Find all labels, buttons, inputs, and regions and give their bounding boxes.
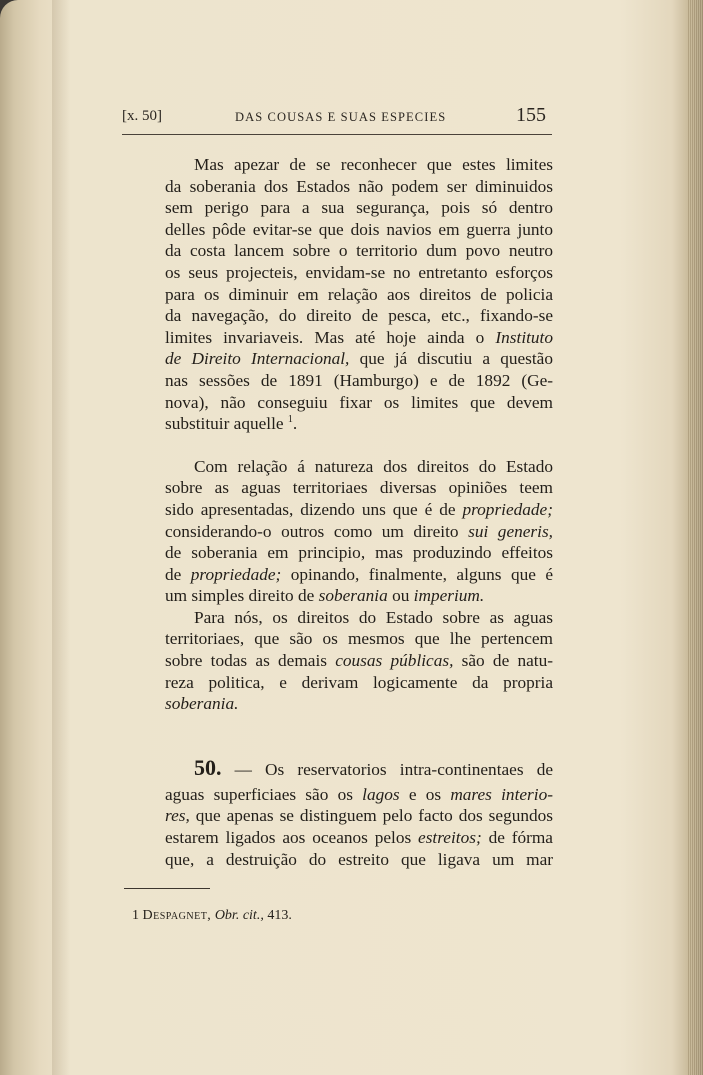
italic-term: propriedade; xyxy=(462,499,553,519)
text-run: — Os reservatorios intra-continentaes de xyxy=(234,759,554,779)
footnote-page: 413. xyxy=(267,908,292,923)
text-line: sem perigo para a sua segurança, pois só dentro xyxy=(165,198,553,218)
text-line xyxy=(165,499,553,521)
italic-term: Instituto xyxy=(495,327,553,347)
text-run: de fórma xyxy=(488,828,553,848)
text-run: são de natu- xyxy=(461,651,553,671)
text-line: Mas apezar de se reconhecer que estes limites xyxy=(194,155,553,174)
text-line: da costa lancem sobre o territorio dum povo neutro xyxy=(165,241,553,261)
text-line xyxy=(165,784,553,806)
italic-term: soberania. xyxy=(165,694,239,714)
text-run: e os xyxy=(408,784,442,804)
paragraph xyxy=(165,607,553,715)
italic-term: res, xyxy=(165,806,190,826)
footnote-rule xyxy=(124,888,210,889)
text-run: de xyxy=(165,564,182,584)
section-reference: [x. 50] xyxy=(122,108,162,124)
italic-term: estreitos; xyxy=(418,828,482,848)
text-line: sobre as aguas territoriaes diversas opiniões teem xyxy=(165,478,553,498)
text-line: reza politica, e derivam logicamente da propria xyxy=(165,672,553,692)
header-rule xyxy=(122,134,552,135)
text-line xyxy=(165,564,553,586)
text-run: que apenas se distinguem pelo facto dos segundos xyxy=(195,806,554,826)
text-run: considerando-o outros como um direito xyxy=(165,521,459,541)
text-run: que já discutiu a questão xyxy=(359,349,553,369)
running-header xyxy=(0,104,703,130)
italic-term: sui generis, xyxy=(468,521,554,541)
text-line: Para nós, os direitos do Estado sobre as aguas xyxy=(194,607,553,627)
italic-term: imperium. xyxy=(413,586,485,606)
text-line: delles pôde evitar-se que dois navios em guerra junto xyxy=(165,219,553,239)
text-line xyxy=(165,754,554,784)
text-line: da navegação, do direito de pesca, etc., fixando-se xyxy=(165,306,553,326)
text-line: que, a destruição do estreito que ligava um mar xyxy=(165,849,553,869)
italic-term: mares interio- xyxy=(450,784,553,804)
text-line: nas sessões de 1891 (Hamburgo) e de 1892 (Ge- xyxy=(165,370,553,390)
footnote-author: Despagnet, xyxy=(142,908,212,923)
page-stack-edge xyxy=(687,0,703,1075)
italic-term: soberania xyxy=(318,586,388,606)
footnote-marker: 1 xyxy=(287,414,293,426)
italic-term: cousas públicas, xyxy=(335,651,454,671)
main-text xyxy=(165,154,553,870)
text-run: sido apresentadas, dizendo uns que é de xyxy=(165,499,456,519)
text-line xyxy=(165,521,553,543)
italic-term: de Direito Internacional, xyxy=(165,349,350,369)
running-title: DAS COUSAS E SUAS ESPECIES xyxy=(235,110,447,124)
footnote-number: 1 xyxy=(132,908,139,923)
text-run: ou xyxy=(392,586,410,606)
text-line xyxy=(165,585,553,607)
text-line xyxy=(165,693,553,715)
text-run: um simples direito de xyxy=(165,586,315,606)
text-line: territoriaes, que são os mesmos que lhe pertencem xyxy=(165,629,553,649)
text-run: sobre todas as demais xyxy=(165,651,327,671)
text-run: aguas superficiaes são os xyxy=(165,784,353,804)
page-number: 155 xyxy=(516,104,546,126)
paragraph xyxy=(165,754,554,870)
text-line: de soberania em principio, mas produzindo effeitos xyxy=(165,543,553,563)
section-number: 50. xyxy=(194,754,222,780)
text-line: os seus projecteis, envidam-se no entretanto esforços xyxy=(165,262,553,282)
text-run: estarem ligados aos oceanos pelos xyxy=(165,828,412,848)
paragraph xyxy=(165,456,553,607)
text-line: Com relação á natureza dos direitos do Estado xyxy=(194,456,553,476)
text-run: opinando, finalmente, alguns que é xyxy=(290,564,553,584)
text-line xyxy=(165,348,553,370)
text-line: para os diminuir em relação aos direitos de policia xyxy=(165,284,553,304)
italic-term: propriedade; xyxy=(190,564,282,584)
footnote xyxy=(132,908,292,924)
text-run: . xyxy=(292,414,298,434)
text-line xyxy=(165,327,553,349)
text-line xyxy=(165,805,553,827)
text-line xyxy=(165,650,553,672)
text-line: nova), não conseguiu fixar os limites que devem xyxy=(165,392,553,412)
text-line: da soberania dos Estados não podem ser diminuidos xyxy=(165,176,553,196)
binding-shadow xyxy=(52,0,70,1075)
text-line xyxy=(165,827,553,849)
paragraph xyxy=(165,154,553,435)
text-line xyxy=(165,413,553,435)
text-run: limites invariaveis. Mas até hoje ainda o xyxy=(165,327,485,347)
italic-term: lagos xyxy=(362,784,400,804)
text-run: substituir aquelle xyxy=(165,414,284,434)
footnote-reference: Obr. cit., xyxy=(214,908,264,923)
